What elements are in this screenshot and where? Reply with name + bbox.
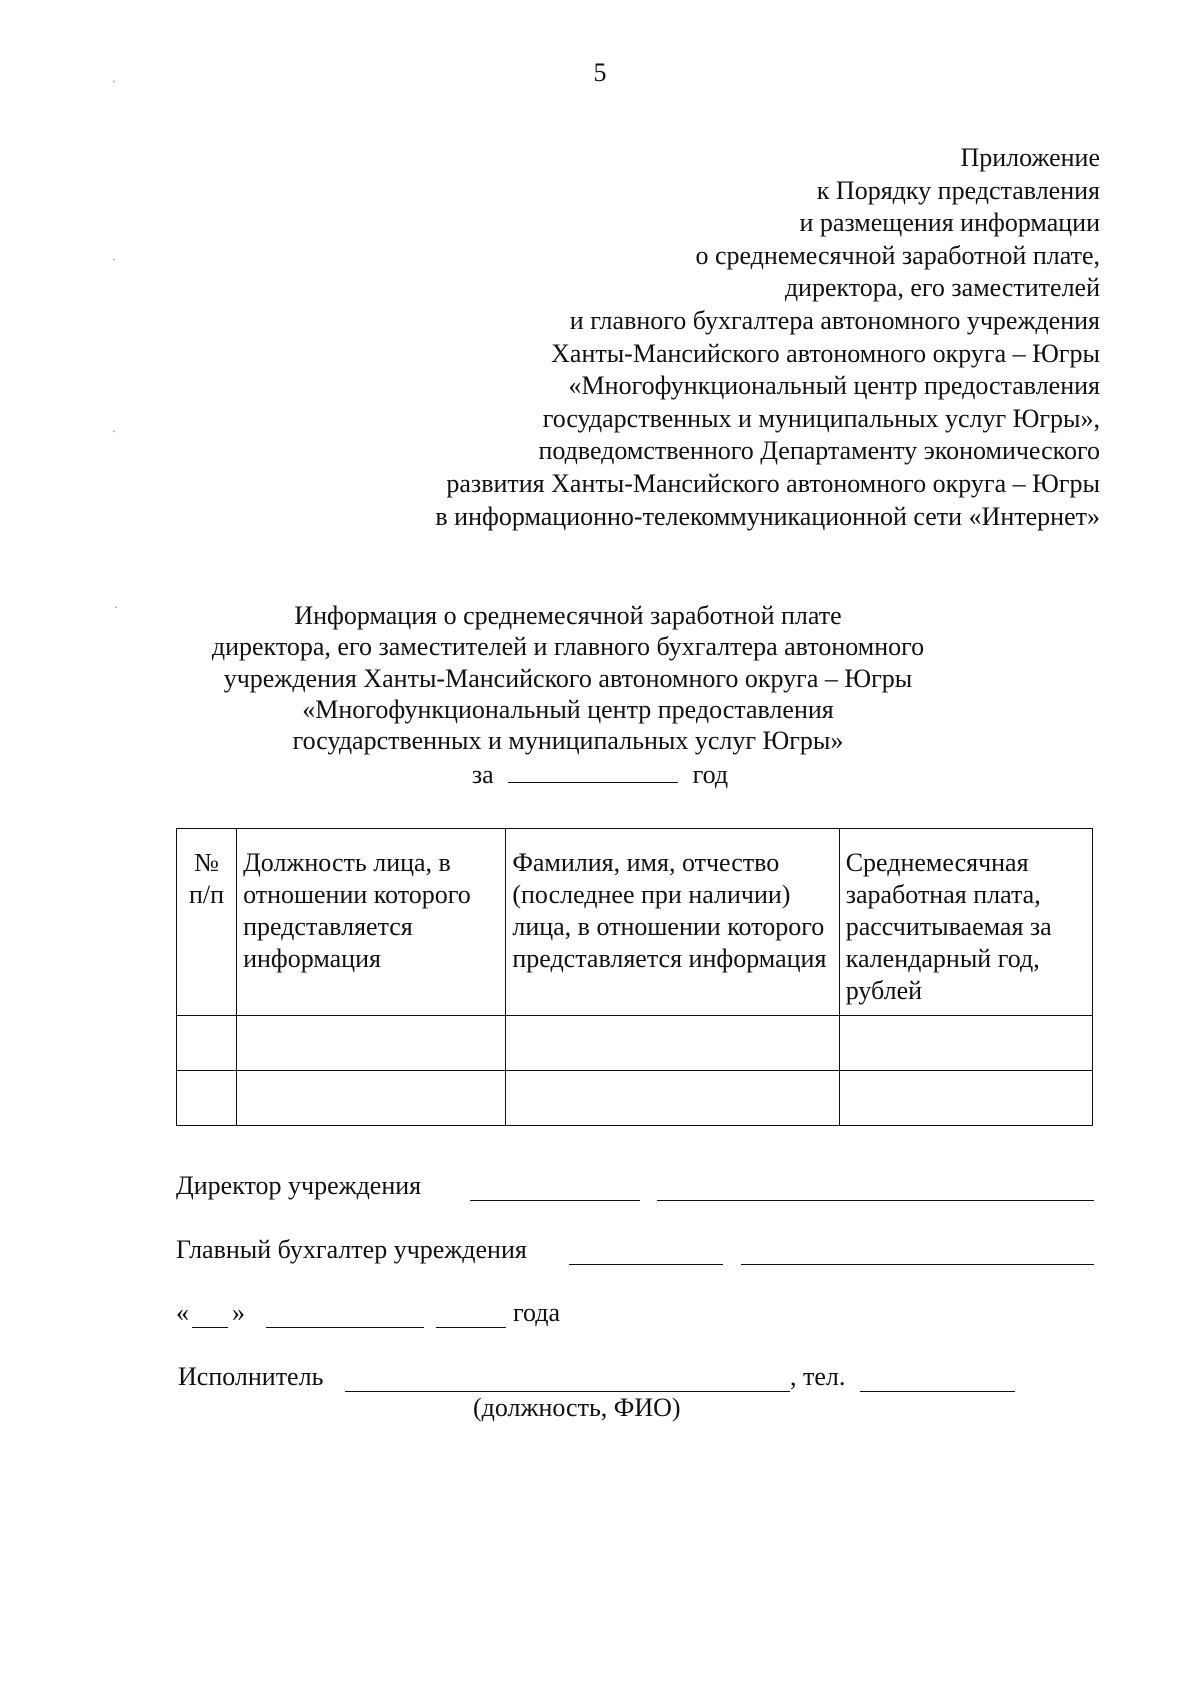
appendix-line: к Порядку представления: [816, 175, 1100, 205]
director-label: Директор учреждения: [176, 1171, 422, 1200]
executor-label: Исполнитель: [178, 1362, 324, 1391]
info-title-line: учреждения Ханты-Мансийского автономного округа – Югры: [223, 663, 913, 693]
table-header-row: [177, 829, 1093, 1016]
scan-speck: `: [112, 256, 116, 270]
director-signature-line[interactable]: [470, 1200, 640, 1201]
date-open-quote: «: [176, 1298, 189, 1327]
info-title-line: «Многофункциональный центр предоставления: [302, 694, 834, 724]
appendix-line: о среднемесячной заработной плате,: [695, 240, 1100, 270]
scan-speck: `: [112, 78, 116, 92]
info-title: [128, 600, 1008, 756]
page-number: 5: [593, 58, 607, 87]
year-prefix: за: [471, 760, 494, 789]
appendix-line: и размещения информации: [799, 208, 1100, 238]
header-cell-number: № п/п: [177, 829, 237, 1016]
table-row: [177, 1071, 1093, 1126]
appendix-line: Приложение: [960, 143, 1100, 172]
appendix-line: развития Ханты-Мансийского автономного округа – Югры: [446, 468, 1100, 498]
info-title-line: государственных и муниципальных услуг Югры»: [292, 726, 844, 756]
info-title-line: Информация о среднемесячной заработной плате: [294, 601, 842, 630]
appendix-line: «Многофункциональный центр предоставления: [568, 371, 1100, 401]
appendix-line: и главного бухгалтера автономного учреждения: [569, 305, 1100, 335]
year-blank-field[interactable]: [508, 762, 678, 783]
date-close-quote: »: [232, 1298, 245, 1327]
appendix-line: подведомственного Департаменту экономического: [538, 436, 1100, 466]
header-cell-full-name: Фамилия, имя, отчество (последнее при наличии) лица, в отношении которого представляется информация: [506, 829, 839, 1016]
executor-line[interactable]: [345, 1391, 790, 1392]
date-day-line[interactable]: [192, 1327, 228, 1328]
phone-line[interactable]: [860, 1391, 1015, 1392]
appendix-line: директора, его заместителей: [784, 273, 1100, 303]
appendix-heading: [435, 142, 1100, 533]
appendix-line: Ханты-Мансийского автономного округа – Югры: [551, 338, 1100, 368]
appendix-line: в информационно-телекоммуникационной сети «Интернет»: [435, 501, 1100, 531]
table-cell[interactable]: [177, 1071, 237, 1126]
date-suffix: года: [513, 1298, 561, 1327]
salary-table: [176, 828, 1093, 1126]
accountant-label: Главный бухгалтер учреждения: [176, 1235, 527, 1264]
scan-speck: `: [112, 428, 116, 442]
date-month-line[interactable]: [266, 1327, 424, 1328]
phone-label: , тел.: [790, 1362, 846, 1391]
table-cell[interactable]: [506, 1071, 839, 1126]
table-cell[interactable]: [237, 1016, 506, 1071]
table-cell[interactable]: [177, 1016, 237, 1071]
executor-caption: (должность, ФИО): [473, 1393, 681, 1422]
appendix-line: государственных и муниципальных услуг Югры»,: [542, 403, 1100, 433]
director-name-line[interactable]: [657, 1200, 1094, 1201]
table-row: [177, 1016, 1093, 1071]
header-cell-position: Должность лица, в отношении которого представляется информация: [237, 829, 506, 1016]
date-year-line[interactable]: [436, 1327, 506, 1328]
table-cell[interactable]: [506, 1016, 839, 1071]
accountant-name-line[interactable]: [741, 1264, 1094, 1265]
info-title-line: директора, его заместителей и главного бухгалтера автономного: [211, 632, 925, 662]
scan-speck: ·: [114, 600, 118, 614]
table-cell[interactable]: [839, 1016, 1092, 1071]
table-cell[interactable]: [839, 1071, 1092, 1126]
header-cell-salary: Среднемесячная заработная плата, рассчитываемая за календарный год, рублей: [839, 829, 1092, 1016]
table-cell[interactable]: [237, 1071, 506, 1126]
accountant-signature-line[interactable]: [569, 1264, 723, 1265]
year-suffix: год: [692, 760, 729, 789]
year-line: [0, 759, 1200, 790]
